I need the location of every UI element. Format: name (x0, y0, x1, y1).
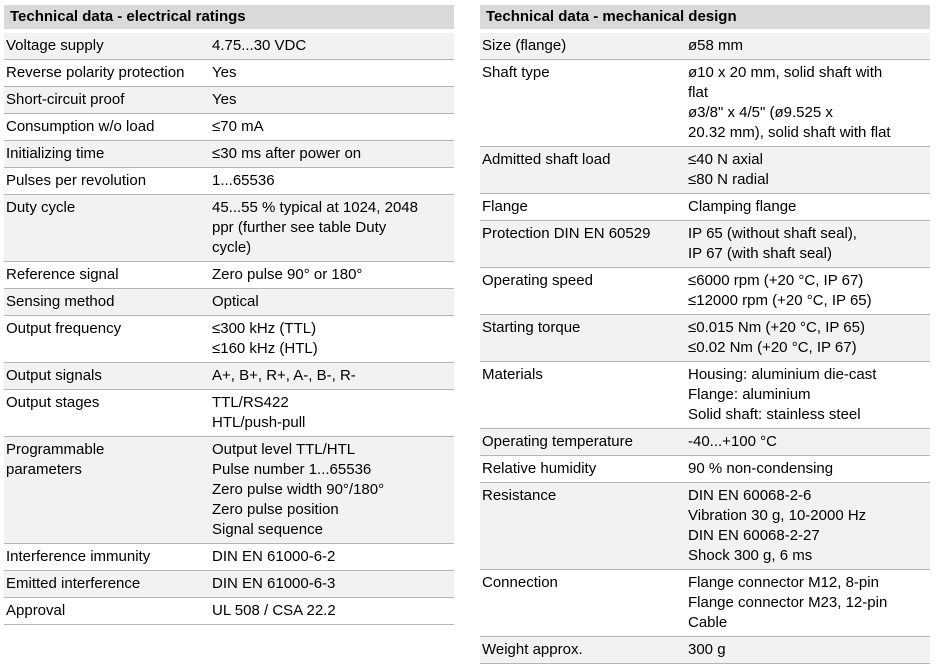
electrical-ratings-table (4, 33, 454, 625)
spec-value (686, 637, 930, 664)
spec-value-line: DIN EN 60068-2-27 (688, 527, 820, 544)
spec-label: Relative humidity (482, 460, 597, 477)
spec-value-line: Housing: aluminium die-cast (688, 366, 877, 383)
spec-label: Shaft type (482, 64, 550, 81)
spec-label: Programmable parameters (6, 441, 105, 478)
spec-value-line: Output level TTL/HTL (212, 441, 356, 458)
spec-label: Initializing time (6, 145, 105, 162)
table-row (4, 598, 454, 625)
spec-value-line: IP 65 (without shaft seal), (688, 225, 857, 242)
spec-label: Pulses per revolution (6, 172, 147, 189)
spec-value (210, 363, 454, 390)
spec-value-line: TTL/RS422 (212, 394, 289, 411)
spec-value-line: Zero pulse 90° or 180° (212, 266, 363, 283)
spec-label: Protection DIN EN 60529 (482, 225, 651, 242)
spec-value (686, 362, 930, 429)
spec-label: Operating speed (482, 272, 593, 289)
spec-value (686, 483, 930, 570)
spec-value (686, 194, 930, 221)
table-row (480, 315, 930, 362)
table-row (4, 60, 454, 87)
spec-value-line: flat (688, 84, 709, 101)
spec-value-line: ≤0.02 Nm (+20 °C, IP 67) (688, 339, 857, 356)
spec-value-line: 1...65536 (212, 172, 275, 189)
spec-value-line: DIN EN 61000-6-3 (212, 575, 336, 592)
spec-value (686, 60, 930, 147)
spec-value-line: ø10 x 20 mm, solid shaft with (688, 64, 883, 81)
table-row (480, 147, 930, 194)
table-row (4, 114, 454, 141)
table-row (480, 483, 930, 570)
spec-value (210, 316, 454, 363)
spec-value-line: ≤0.015 Nm (+20 °C, IP 65) (688, 319, 865, 336)
spec-label: Approval (6, 602, 66, 619)
spec-label: Size (flange) (482, 37, 567, 54)
mechanical-design-panel (480, 5, 930, 664)
spec-value (210, 141, 454, 168)
table-row (480, 570, 930, 637)
spec-value (210, 195, 454, 262)
spec-label: Emitted interference (6, 575, 141, 592)
table-row (4, 571, 454, 598)
spec-value (210, 571, 454, 598)
spec-value (686, 33, 930, 60)
spec-value-line: UL 508 / CSA 22.2 (212, 602, 336, 619)
spec-value-line: Zero pulse width 90°/180° (212, 481, 385, 498)
spec-value (210, 598, 454, 625)
spec-value (686, 429, 930, 456)
spec-value (210, 390, 454, 437)
spec-label: Voltage supply (6, 37, 104, 54)
table-row (4, 33, 454, 60)
electrical-ratings-panel (4, 5, 454, 625)
table-row (4, 316, 454, 363)
spec-label: Reverse polarity protection (6, 64, 185, 81)
spec-value (210, 289, 454, 316)
spec-label: Flange (482, 198, 528, 215)
spec-value (210, 33, 454, 60)
spec-label: Output frequency (6, 320, 122, 337)
spec-value-line: Shock 300 g, 6 ms (688, 547, 813, 564)
table-row (480, 362, 930, 429)
spec-value (686, 456, 930, 483)
spec-label: Duty cycle (6, 199, 76, 216)
spec-value (686, 221, 930, 268)
table-row (4, 363, 454, 390)
table-row (4, 390, 454, 437)
table-row (4, 289, 454, 316)
spec-label: Resistance (482, 487, 557, 504)
spec-label: Admitted shaft load (482, 151, 611, 168)
spec-value-line: Signal sequence (212, 521, 323, 538)
spec-label: Reference signal (6, 266, 119, 283)
spec-value-line: 4.75...30 VDC (212, 37, 307, 54)
spec-value-line: ppr (further see table Duty (212, 219, 387, 236)
spec-value (686, 268, 930, 315)
spec-value (686, 570, 930, 637)
spec-value-line: Flange connector M23, 12-pin (688, 594, 888, 611)
spec-value-line: DIN EN 60068-2-6 (688, 487, 812, 504)
spec-value-line: 90 % non-condensing (688, 460, 834, 477)
spec-value-line: IP 67 (with shaft seal) (688, 245, 832, 262)
spec-value-line: Solid shaft: stainless steel (688, 406, 861, 423)
spec-value (210, 60, 454, 87)
electrical-ratings-title: Technical data - electrical ratings (4, 5, 454, 29)
spec-value-line: Flange connector M12, 8-pin (688, 574, 879, 591)
table-row (4, 87, 454, 114)
spec-value-line: 20.32 mm), solid shaft with flat (688, 124, 891, 141)
spec-value-line: ø58 mm (688, 37, 744, 54)
spec-value-line: ≤160 kHz (HTL) (212, 340, 318, 357)
table-row (480, 268, 930, 315)
table-row (4, 195, 454, 262)
spec-label: Materials (482, 366, 543, 383)
spec-value (210, 168, 454, 195)
spec-label: Connection (482, 574, 558, 591)
spec-label: Output stages (6, 394, 100, 411)
table-row (480, 429, 930, 456)
table-row (4, 262, 454, 289)
spec-value (210, 544, 454, 571)
spec-value-line: -40...+100 °C (688, 433, 777, 450)
spec-label: Operating temperature (482, 433, 633, 450)
spec-value-line: ≤70 mA (212, 118, 264, 135)
table-row (4, 168, 454, 195)
table-row (480, 33, 930, 60)
spec-value-line: ≤12000 rpm (+20 °C, IP 65) (688, 292, 872, 309)
spec-value-line: ≤30 ms after power on (212, 145, 362, 162)
spec-value-line: Cable (688, 614, 728, 631)
spec-label: Short-circuit proof (6, 91, 125, 108)
spec-value-line: Vibration 30 g, 10-2000 Hz (688, 507, 867, 524)
spec-value-line: 45...55 % typical at 1024, 2048 (212, 199, 418, 216)
table-row (480, 221, 930, 268)
table-row (480, 60, 930, 147)
spec-label: Output signals (6, 367, 102, 384)
spec-value-line: ≤300 kHz (TTL) (212, 320, 317, 337)
table-row (4, 544, 454, 571)
spec-value-line: ≤80 N radial (688, 171, 769, 188)
table-row (4, 141, 454, 168)
spec-value (210, 262, 454, 289)
mechanical-design-title: Technical data - mechanical design (480, 5, 930, 29)
spec-value-line: ø3/8" x 4/5" (ø9.525 x (688, 104, 833, 121)
spec-label: Consumption w/o load (6, 118, 155, 135)
spec-value-line: Pulse number 1...65536 (212, 461, 372, 478)
spec-value-line: cycle) (212, 239, 252, 256)
spec-value-line: Flange: aluminium (688, 386, 811, 403)
spec-value-line: HTL/push-pull (212, 414, 306, 431)
spec-value (210, 114, 454, 141)
spec-value-line: 300 g (688, 641, 726, 658)
spec-value (686, 315, 930, 362)
spec-value-line: Yes (212, 91, 237, 108)
table-row (4, 437, 454, 544)
spec-value-line: A+, B+, R+, A-, B-, R- (212, 367, 356, 384)
spec-value-line: DIN EN 61000-6-2 (212, 548, 336, 565)
spec-value (210, 437, 454, 544)
spec-value-line: Clamping flange (688, 198, 797, 215)
spec-value-line: ≤6000 rpm (+20 °C, IP 67) (688, 272, 864, 289)
spec-label: Sensing method (6, 293, 115, 310)
table-row (480, 637, 930, 664)
mechanical-design-table (480, 33, 930, 664)
spec-label: Starting torque (482, 319, 581, 336)
table-row (480, 194, 930, 221)
spec-value (686, 147, 930, 194)
spec-value-line: Zero pulse position (212, 501, 339, 518)
spec-value (210, 87, 454, 114)
spec-label: Interference immunity (6, 548, 151, 565)
table-row (480, 456, 930, 483)
spec-label: Weight approx. (482, 641, 583, 658)
spec-value-line: Yes (212, 64, 237, 81)
spec-value-line: Optical (212, 293, 259, 310)
spec-value-line: ≤40 N axial (688, 151, 763, 168)
